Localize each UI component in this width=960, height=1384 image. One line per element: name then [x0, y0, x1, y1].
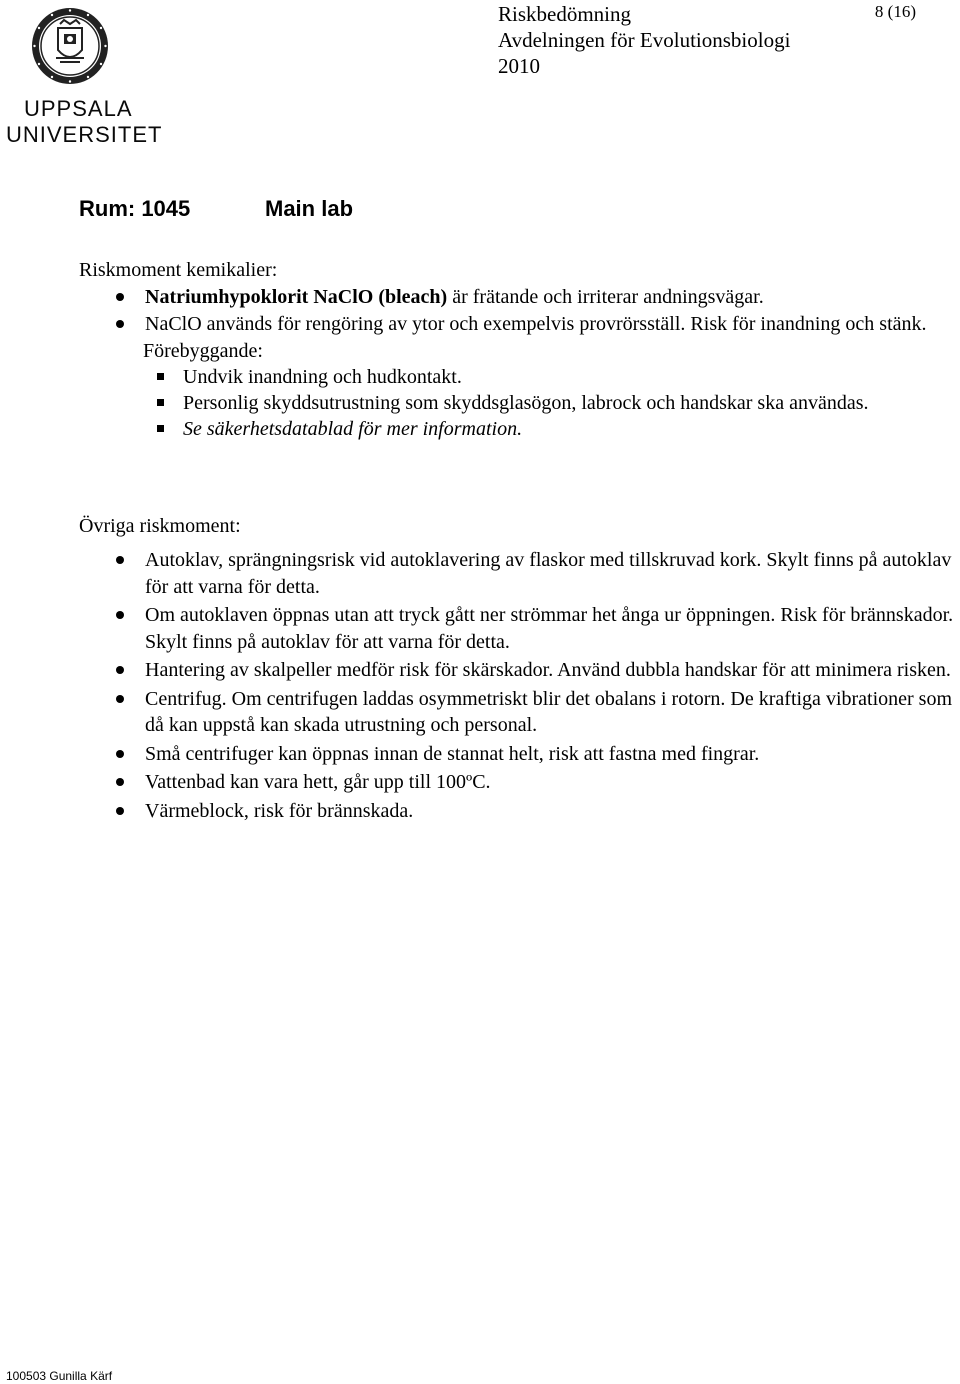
- square-bullet-icon: [157, 399, 164, 406]
- risk-item: Värmeblock, risk för brännskada.: [145, 799, 414, 822]
- risk-item: Små centrifuger kan öppnas innan de stannat helt, risk att fastna med fingrar.: [145, 742, 760, 765]
- preventive-item: Personlig skyddsutrustning som skyddsglasögon, labrock och handskar ska användas.: [183, 392, 869, 414]
- disc-bullet-icon: [116, 293, 124, 301]
- page-number: 8 (16): [874, 2, 916, 21]
- department-name: Avdelningen för Evolutionsbiologi: [498, 28, 791, 52]
- preventive-item: Se säkerhetsdatablad för mer information.: [183, 418, 523, 440]
- list-item: [183, 390, 960, 416]
- other-risks-heading: Övriga riskmoment:: [79, 515, 241, 537]
- chemicals-list: [145, 284, 945, 338]
- logo-text-line2: UNIVERSITET: [6, 122, 163, 147]
- list-item: [183, 416, 960, 442]
- disc-bullet-icon: [116, 666, 124, 674]
- disc-bullet-icon: [116, 750, 124, 758]
- risk-item: Om autoklaven öppnas utan att tryck gått ner strömmar het ånga ur öppningen. Risk för brännskador. Skylt finns på autoklav för att varna för detta.: [145, 604, 954, 653]
- disc-bullet-icon: [116, 695, 124, 703]
- chemical-name: Natriumhypoklorit NaClO (bleach): [145, 286, 448, 308]
- risk-item: Hantering av skalpeller medför risk för skärskador. Använd dubbla handskar för att minimera risken.: [145, 659, 951, 681]
- room-label: Rum: 1045: [79, 196, 191, 221]
- disc-bullet-icon: [116, 807, 124, 815]
- footer-author: 100503 Gunilla Kärf: [6, 1369, 113, 1383]
- disc-bullet-icon: [116, 556, 124, 564]
- room-name: Main lab: [265, 196, 354, 221]
- university-seal-icon: [30, 6, 110, 86]
- disc-bullet-icon: [116, 778, 124, 786]
- risk-item: Autoklav, sprängningsrisk vid autoklavering av flaskor med tillskruvad kork. Skylt finns på autoklav för att varna för detta.: [145, 549, 952, 598]
- list-item: [145, 686, 955, 739]
- logo-text-line1: UPPSALA: [24, 96, 133, 121]
- risk-item: Centrifug. Om centrifugen laddas osymmetriskt blir det obalans i rotorn. De kraftiga vibrationer som då kan uppstå kan skada utrustning och personal.: [145, 687, 953, 736]
- university-wordmark: [6, 96, 163, 148]
- list-item: [145, 311, 945, 337]
- list-item: [145, 602, 955, 655]
- disc-bullet-icon: [116, 320, 124, 328]
- list-item: [145, 284, 945, 310]
- preventive-heading: Förebyggande:: [143, 340, 263, 362]
- other-risks-list: [145, 547, 955, 826]
- document-year: 2010: [498, 54, 540, 78]
- list-item: [145, 798, 955, 825]
- list-item: [145, 547, 955, 600]
- chemicals-heading: Riskmoment kemikalier:: [79, 259, 278, 281]
- list-item: [183, 364, 960, 390]
- preventive-list: [183, 364, 960, 442]
- disc-bullet-icon: [116, 611, 124, 619]
- square-bullet-icon: [157, 425, 164, 432]
- chemical-description: NaClO används för rengöring av ytor och exempelvis provrörsställ. Risk för inandning och stänk.: [145, 313, 927, 335]
- room-heading: [79, 196, 353, 222]
- list-item: [145, 769, 955, 796]
- preventive-item: Undvik inandning och hudkontakt.: [183, 366, 462, 388]
- square-bullet-icon: [157, 373, 164, 380]
- chemical-description: är frätande och irriterar andningsvägar.: [447, 286, 764, 308]
- list-item: [145, 657, 955, 684]
- risk-item: Vattenbad kan vara hett, går upp till 100ºC.: [145, 771, 491, 793]
- document-title: Riskbedömning: [498, 2, 632, 26]
- list-item: [145, 741, 955, 768]
